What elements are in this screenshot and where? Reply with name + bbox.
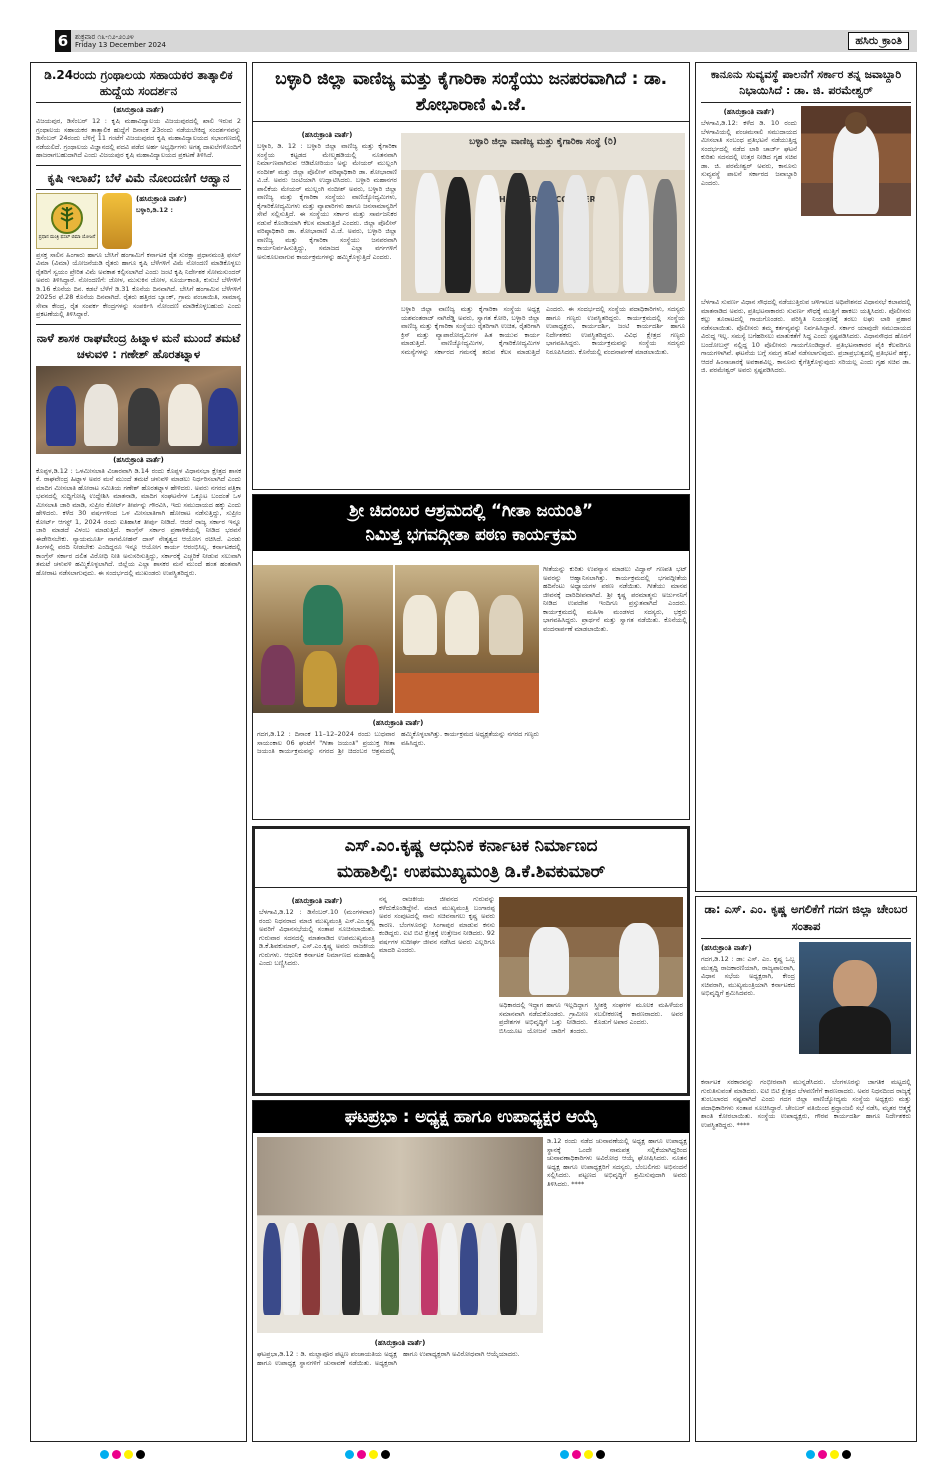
article-title: ಡಾ: ಎಸ್. ಎಂ. ಕೃಷ್ಣ ಅಗಲಿಕೆಗೆ ಗದಗ ಜಿಲ್ಲಾ ಚೇಂಬರ ಸಂತಾಪ xyxy=(704,902,908,933)
group-photo xyxy=(257,1137,543,1333)
article-body: ಬಳ್ಳಾರಿ, ಡಿ. 12 : ಬಳ್ಳಾರಿ ಜಿಲ್ಲಾ ವಾಣಿಜ್ಯ ಮತ್ತು ಕೈಗಾರಿಕಾ ಸಂಸ್ಥೆಯ ಕಟ್ಟಡದ ಮೇಲ್ಮಹಡಿಯಲ್ಲಿ ನೂತನವಾಗಿ ನಿರ್ಮಾಣವಾಗಿರುವ ಆಡಿಟೋರಿಯಂ ಅನ್ನು ಮೇಯರ್ ಮುಲ್ಲಂಗಿ ನಂದೀಶ್ ಮತ್ತು ಜಿಲ್ಲಾ ಪೊಲೀಸ್ ವರಿಷ್ಠಾಧಿಕಾರಿ ಡಾ. ಶೋಭಾರಾಣಿ ವಿ.ಜೆ. ಅವರು ಜಂಟಿಯಾಗಿ ಉದ್ಘಾಟಿಸಿದರು. ಬಳ್ಳಾರಿ ಮಹಾನಗರ ಪಾಲಿಕೆಯ ಮೇಯರ್ ಮುಲ್ಲಂಗಿ ನಂದೀಶ್ ಅವರು, ಬಳ್ಳಾರಿ ಜಿಲ್ಲಾ ವಾಣಿಜ್ಯ ಮತ್ತು ಕೈಗಾರಿಕಾ ಸಂಸ್ಥೆಯು ವಾಣಿಜ್ಯೋದ್ಯಮಿಗಳು, ಕೈಗಾರಿಕೋದ್ಯಮಿಗಳು ಮತ್ತು ವ್ಯಾಪಾರಿಗಳು ಹಾಗೂ ಜನಸಾಮಾನ್ಯರಿಗೆ ಸೇವೆ ಸಲ್ಲಿಸುತ್ತಿದೆ. ಈ ಸಂಸ್ಥೆಯು ಸರ್ಕಾರ ಮತ್ತು ಸಾರ್ವಜನಿಕರ ನಡುವೆ ಕೊಂಡಿಯಾಗಿ ಕೆಲಸ ಮಾಡುತ್ತಿದೆ ಎಂದರು. ಜಿಲ್ಲಾ ಪೊಲೀಸ್ ವರಿಷ್ಠಾಧಿಕಾರಿ ಡಾ. ಶೋಭಾರಾಣಿ ವಿ.ಜೆ. ಅವರು, ಬಳ್ಳಾರಿ ಜಿಲ್ಲಾ ವಾಣಿಜ್ಯ ಮತ್ತು ಕೈಗಾರಿಕಾ ಸಂಸ್ಥೆಯು ಜನಪರವಾಗಿ ಕಾರ್ಯನಿರ್ವಹಿಸುತ್ತಿದ್ದು, ಸಮಾಜದ ಎಲ್ಲಾ ವರ್ಗಗಳಿಗೆ ಅನುಕೂಲವಾಗುವ ಕಾರ್ಯಕ್ರಮಗಳನ್ನು ಹಮ್ಮಿಕೊಳ್ಳುತ್ತಿದೆ ಎಂದರು. xyxy=(257,142,397,261)
byline: (ಹಸಿರುಕ್ರಾಂತಿ ವಾರ್ತೆ) xyxy=(301,131,353,139)
dateline: ಬಳ್ಳಾರಿ,ಡಿ.12 : xyxy=(136,205,174,214)
date-kannada: ಶುಕ್ರವಾರ ೧೩-೧೨-೨೦೨೪ xyxy=(75,33,134,41)
byline: (ಹಸಿರುಕ್ರಾಂತಿ ವಾರ್ತೆ) xyxy=(291,897,343,905)
article-body: ಬಳ್ಳಾರಿ ಜಿಲ್ಲಾ ವಾಣಿಜ್ಯ ಮತ್ತು ಕೈಗಾರಿಕಾ ಸಂಸ್ಥೆಯ ಅಧ್ಯಕ್ಷ ಯಶವಂತರಾಜ್ ನಾಗಿರೆಡ್ಡಿ ಅವರು, ಸ್ವಾಗತ ಕೋರಿ, ಬಳ್ಳಾರಿ ಜಿಲ್ಲಾ ವಾಣಿಜ್ಯ ಮತ್ತು ಕೈಗಾರಿಕಾ ಸಂಸ್ಥೆಯು ರೈತರಿಗಾಗಿ ಉಚಿತ, ರೈತರಿಗಾಗಿ ಕ್ರಿಸ್ ಮತ್ತು ವ್ಯಾಪಾರೋದ್ಯಮಿಗಳ ಹಿತ ಕಾಯುವ ಕಾರ್ಯ ಮಾಡುತ್ತಿದೆ. ವಾಣಿಜ್ಯೋದ್ಯಮಿಗಳ, ಕೈಗಾರಿಕೋದ್ಯಮಿಗಳ ಸಮಸ್ಯೆಗಳನ್ನು ಸರ್ಕಾರದ ಗಮನಕ್ಕೆ ತರುವ ಕೆಲಸ ಮಾಡುತ್ತಿದೆ ಎಂದರು. ಈ ಸಂದರ್ಭದಲ್ಲಿ ಸಂಸ್ಥೆಯ ಪದಾಧಿಕಾರಿಗಳು, ಸದಸ್ಯರು ಹಾಗೂ ಗಣ್ಯರು ಉಪಸ್ಥಿತರಿದ್ದರು. ಕಾರ್ಯಕ್ರಮದಲ್ಲಿ ಸಂಸ್ಥೆಯ ಉಪಾಧ್ಯಕ್ಷರು, ಕಾರ್ಯದರ್ಶಿ, ಜಂಟಿ ಕಾರ್ಯದರ್ಶಿ ಹಾಗೂ ನಿರ್ದೇಶಕರು ಉಪಸ್ಥಿತರಿದ್ದರು. ವಿವಿಧ ಕ್ಷೇತ್ರದ ಗಣ್ಯರು ಭಾಗವಹಿಸಿದ್ದರು. ಕಾರ್ಯಕ್ರಮವನ್ನು ಸಂಸ್ಥೆಯ ಸದಸ್ಯರು ನಿರೂಪಿಸಿದರು. ಕೊನೆಯಲ್ಲಿ ವಂದನಾರ್ಪಣೆ ಮಾಡಲಾಯಿತು. xyxy=(401,305,685,356)
color-registration-marks xyxy=(100,1450,145,1459)
article-title-line1: ಎಸ್.ಎಂ.ಕೃಷ್ಣ ಆಧುನಿಕ ಕರ್ನಾಟಕ ನಿರ್ಮಾಣದ xyxy=(344,836,598,856)
gita-jayanti-article xyxy=(252,494,690,820)
date-english: Friday 13 December 2024 xyxy=(75,41,166,49)
crop-insurance-logo xyxy=(36,193,98,249)
parameshwar-article xyxy=(695,62,917,892)
article-body: ಬೆಳಗಾವಿ ಸುವರ್ಣ ವಿಧಾನ ಸೌಧದಲ್ಲಿ ನಡೆಯುತ್ತಿರುವ ಚಳಿಗಾಲದ ಅಧಿವೇಶನದ ವಿಧಾನಸಭೆ ಕಲಾಪದಲ್ಲಿ ಮಾತನಾಡಿದ ಅವರು, ಪ್ರತಿಭಟನಾಕಾರರು ಸುವರ್ಣ ಸೌಧಕ್ಕೆ ಮುತ್ತಿಗೆ ಹಾಕಲು ಯತ್ನಿಸಿದರು. ಪೊಲೀಸರು ಕಲ್ಲು ತೂರಾಟದಲ್ಲಿ ಗಾಯಗೊಂಡರು. ಪರಿಸ್ಥಿತಿ ನಿಯಂತ್ರಣಕ್ಕೆ ತರಲು ಲಘು ಲಾಠಿ ಪ್ರಹಾರ ನಡೆಸಲಾಯಿತು. ಪೊಲೀಸರು ತಮ್ಮ ಕರ್ತವ್ಯವನ್ನು ನಿರ್ವಹಿಸಿದ್ದಾರೆ. ಸರ್ಕಾರ ಯಾವುದೇ ಸಮುದಾಯದ ವಿರುದ್ಧ ಇಲ್ಲ. ಸಮಸ್ಯೆ ಬಗೆಹರಿಸಲು ಮಾತುಕತೆಗೆ ಸಿದ್ಧ ಎಂದು ಸ್ಪಷ್ಟಪಡಿಸಿದರು. ವಿಧಾನಸೌಧದ ಹೊರಗೆ ಬಂದೋಬಸ್ತ್ ನಲ್ಲಿದ್ದ 10 ಪೊಲೀಸರು ಗಾಯಗೊಂಡಿದ್ದಾರೆ. ಪ್ರತಿಭಟನಾಕಾರರ ಪೈಕಿ ಕೆಲವರಿಗೂ ಗಾಯಗಳಾಗಿವೆ. ಘಟನೆಯ ಬಗ್ಗೆ ಸಮಗ್ರ ತನಿಖೆ ನಡೆಸಲಾಗುವುದು. ಪ್ರಜಾಪ್ರಭುತ್ವದಲ್ಲಿ ಪ್ರತಿಭಟನೆ ಹಕ್ಕು, ಆದರೆ ಹಿಂಸಾಚಾರಕ್ಕೆ ಅವಕಾಶವಿಲ್ಲ. ಕಾನೂನು ಕೈಗೆತ್ತಿಕೊಳ್ಳುವುದು ಸರಿಯಲ್ಲ ಎಂದು ಗೃಹ ಸಚಿವ ಡಾ. ಜಿ. ಪರಮೇಶ್ವರ್ ಅವರು ಸ್ಪಷ್ಟಪಡಿಸಿದರು. xyxy=(701,298,911,374)
article-title: ಕಾನೂನು ಸುವ್ಯವಸ್ಥೆ ಪಾಲನೆಗೆ ಸರ್ಕಾರ ತನ್ನ ಜವಾಬ್ದಾರಿ ನಿಭಾಯಿಸಿದೆ : ಡಾ. ಜಿ. ಪರಮೇಶ್ವರ್ xyxy=(710,68,902,97)
byline: (ಹಸಿರುಕ್ರಾಂತಿ ವಾರ್ತೆ) xyxy=(374,1339,426,1347)
article-title: ಡಿ.24ರಂದು ಗ್ರಂಥಾಲಯ ಸಹಾಯಕರ ತಾತ್ಕಾಲಿಕ ಹುದ್ದೆಯ ಸಂದರ್ಶನ xyxy=(44,68,233,98)
sm-krishna-portrait xyxy=(799,942,911,1054)
article-body: ಗೀತೆಯನ್ನು ಕುರಿತು ಉಪನ್ಯಾಸ ಮಾಡಲು ವಿದ್ವಾನ್ ಗಣಪತಿ ಭಟ್ ಅವರನ್ನು ಆಹ್ವಾನಿಸಲಾಗಿತ್ತು. ಕಾರ್ಯಕ್ರಮದಲ್ಲಿ ಭಗವದ್ಗೀತೆಯ ಹದಿನೆಂಟು ಅಧ್ಯಾಯಗಳ ಪಠಣ ನಡೆಯಿತು. ಗೀತೆಯು ಮಾನವ ಜೀವನಕ್ಕೆ ದಾರಿದೀಪವಾಗಿದೆ. ಶ್ರೀ ಕೃಷ್ಣ ಪರಮಾತ್ಮನು ಅರ್ಜುನನಿಗೆ ನೀಡಿದ ಉಪದೇಶ ಇಂದಿಗೂ ಪ್ರಸ್ತುತವಾಗಿದೆ ಎಂದರು. ಕಾರ್ಯಕ್ರಮದಲ್ಲಿ ಮಹಿಳಾ ಮಂಡಳದ ಸದಸ್ಯರು, ಭಕ್ತರು ಭಾಗವಹಿಸಿದ್ದರು. ಪ್ರಾರ್ಥನೆ ಮತ್ತು ಸ್ವಾಗತ ನಡೆಯಿತು. ಕೊನೆಯಲ್ಲಿ ವಂದನಾರ್ಪಣೆ ಮಾಡಲಾಯಿತು. xyxy=(543,565,687,633)
article-body: ಡಿ.12 ರಂದು ನಡೆದ ಚುನಾವಣೆಯಲ್ಲಿ ಅಧ್ಯಕ್ಷ ಹಾಗೂ ಉಪಾಧ್ಯಕ್ಷ ಸ್ಥಾನಕ್ಕೆ ಒಂದೇ ನಾಮಪತ್ರ ಸಲ್ಲಿಕೆಯಾಗಿದ್ದರಿಂದ ಚುನಾವಣಾಧಿಕಾರಿಗಳು ಅವಿರೋಧ ಆಯ್ಕೆ ಘೋಷಿಸಿದರು. ನೂತನ ಅಧ್ಯಕ್ಷ ಹಾಗೂ ಉಪಾಧ್ಯಕ್ಷರಿಗೆ ಸದಸ್ಯರು, ಬೆಂಬಲಿಗರು ಅಭಿನಂದನೆ ಸಲ್ಲಿಸಿದರು. ಪಟ್ಟಣದ ಅಭಿವೃದ್ಧಿಗೆ ಶ್ರಮಿಸುವುದಾಗಿ ಅವರು ತಿಳಿಸಿದರು. **** xyxy=(547,1137,687,1188)
article-body: ನನ್ನ ರಾಜಕೀಯ ಜೀವನದ ಗುರುವನ್ನು ಕಳೆದುಕೊಂಡಿದ್ದೇನೆ. ಮಾಜಿ ಮುಖ್ಯಮಂತ್ರಿ ಬಂಗಾರಪ್ಪ ಅವರ ಸಂಪುಟದಲ್ಲಿ ನಾನು ಸಚಿವನಾಗಲು ಕೃಷ್ಣ ಅವರು ಕಾರಣ. ಬೆಂಗಳೂರನ್ನು ಸಿಂಗಾಪುರ ಮಾಡುವ ಕನಸು ಕಂಡಿದ್ದರು. ಐಟಿ ಬಿಟಿ ಕ್ಷೇತ್ರಕ್ಕೆ ಉತ್ತೇಜನ ನೀಡಿದರು. 92 ವರ್ಷಗಳ ಸುದೀರ್ಘ ಜೀವನ ನಡೆಸಿದ ಅವರು ಎಲ್ಲರಿಗೂ ಮಾದರಿ ಎಂದರು. xyxy=(379,895,495,954)
article-title: ಕೃಷಿ ಇಲಾಖೆ; ಬೆಳೆ ವಿಮೆ ನೋಂದಣಿಗೆ ಆಹ್ವಾನ xyxy=(47,170,230,185)
article-body: ವಿಜಯಪುರ, ಡಿಸೆಂಬರ್ 12 : ಕೃಷಿ ಮಹಾವಿದ್ಯಾಲಯ ವಿಜಯಪುರದಲ್ಲಿ ಖಾಲಿ ಇರುವ 2 ಗ್ರಂಥಾಲಯ ಸಹಾಯಕರ ತಾತ್ಕಾಲಿಕ ಹುದ್ದೆಗೆ ದಿನಾಂಕ 23ರಂದು ನಡೆಯಬೇಕಿದ್ದ ಸಂದರ್ಶನವನ್ನು ಡಿಸೆಂಬರ್ 24ರಂದು ಬೆಳಿಗ್ಗೆ 11 ಗಂಟೆಗೆ ವಿಜಯಪುರದ ಕೃಷಿ ಮಹಾವಿದ್ಯಾಲಯದ ಸಭಾಂಗಣದಲ್ಲಿ ನಡೆಯಲಿದೆ. ಗ್ರಂಥಾಲಯ ವಿಜ್ಞಾನದಲ್ಲಿ ಪದವಿ ಪಡೆದ ಅರ್ಹ ಅಭ್ಯರ್ಥಿಗಳು ಅಗತ್ಯ ದಾಖಲೆಗಳೊಂದಿಗೆ ಹಾಜರಾಗಬಹುದಾಗಿದೆ ಎಂದು ವಿಜಯಪುರ ಕೃಷಿ ಮಹಾವಿದ್ಯಾಲಯದ ಪ್ರಕಟಣೆ ತಿಳಿಸಿದೆ. xyxy=(36,117,241,159)
gita-reading-photo-1 xyxy=(253,565,393,713)
byline: (ಹಸಿರುಕ್ರಾಂತಿ ವಾರ್ತೆ) xyxy=(723,108,775,116)
article-body: ಗದಗ,ಡಿ.12 : ದಿನಾಂಕ 11–12–2024 ರಂದು ಬುಧವಾರ ಸಾಯಂಕಾಲ 06 ಘಂಟೆಗೆ "ಗೀತಾ ಜಯಂತಿ" ಪ್ರಯುಕ್ತ ಗೀತಾ ಜಯಂತಿ ಕಾರ್ಯಕ್ರಮವನ್ನು ನಗರದ ಶ್ರೀ ಚಿದಂಬರ ಆಶ್ರಮದಲ್ಲಿ ಹಮ್ಮಿಕೊಳ್ಳಲಾಗಿತ್ತು. ಕಾರ್ಯಕ್ರಮದ ಅಧ್ಯಕ್ಷತೆಯನ್ನು ನಗರದ ಗಣ್ಯರು ವಹಿಸಿದ್ದರು. xyxy=(257,730,539,755)
chamber-condolence-article xyxy=(695,896,917,1442)
article-body: ಘಟಪ್ರಭಾ,ಡಿ.12 : ಡಿ. ಮಲ್ಲಾಪೂರ ಪಟ್ಟಣ ಪಂಚಾಯತಿಯ ಅಧ್ಯಕ್ಷ ಹಾಗೂ ಉಪಾಧ್ಯಕ್ಷ ಸ್ಥಾನಗಳಿಗೆ ಚುನಾವಣೆ ನಡೆಯಿತು. ಅಧ್ಯಕ್ಷರಾಗಿ ಹಾಗೂ ಉಪಾಧ್ಯಕ್ಷರಾಗಿ ಅವಿರೋಧವಾಗಿ ಆಯ್ಕೆಯಾದರು. xyxy=(257,1350,520,1367)
article-title: ನಾಳೆ ಶಾಸಕ ರಾಘವೇಂದ್ರ ಹಿಟ್ನಾಳ ಮನೆ ಮುಂದೆ ತಮಟೆ ಚಳುವಳಿ : ಗಣೇಶ್ ಹೊರತಟ್ನಾಳ xyxy=(36,330,241,361)
byline: (ಹಸಿರುಕ್ರಾಂತಿ ವಾರ್ತೆ) xyxy=(136,194,187,203)
article-title: ಘಟಪ್ರಭಾ : ಅಧ್ಯಕ್ಷ ಹಾಗೂ ಉಪಾಧ್ಯಕ್ಷರ ಆಯ್ಕೆ xyxy=(344,1107,598,1127)
article-title-line2: ನಿಮಿತ್ತ ಭಗವದ್ಗೀತಾ ಪಠಣ ಕಾರ್ಯಕ್ರಮ xyxy=(365,525,577,545)
logo-caption: ಪ್ರಧಾನ ಮಂತ್ರಿ ಫಸಲ್ ಬಿಮಾ ಯೋಜನೆ xyxy=(38,235,96,240)
photo-banner: ಬಳ್ಳಾರಿ ಜಿಲ್ಲಾ ವಾಣಿಜ್ಯ ಮತ್ತು ಕೈಗಾರಿಕಾ ಸಂಸ್ಥೆ (ರಿ) xyxy=(469,137,617,147)
byline: (ಹಸಿರುಕ್ರಾಂತಿ ವಾರ್ತೆ) xyxy=(113,106,164,114)
minister-photo xyxy=(801,106,911,216)
article-body: ಕೊಪ್ಪಳ,ಡಿ.12 : ಒಳಮೀಸಲಾತಿ ವಿಚಾರವಾಗಿ ಡಿ.14 ರಂದು ಕೊಪ್ಪಳ ವಿಧಾನಸಭಾ ಕ್ಷೇತ್ರದ ಶಾಸಕ ಕೆ. ರಾಘವೇಂದ್ರ ಹಿಟ್ನಾಳ ಅವರ ಮನೆ ಮುಂದೆ ತಮಟೆ ಚಳುವಳಿ ಮಾಡಲು ನಿರ್ಧರಿಸಲಾಗಿದೆ ಎಂದು ಮಾದಿಗ ಮೀಸಲಾತಿ ಹೋರಾಟ ಸಮಿತಿಯ ಗಣೇಶ್ ಹೊರತಟ್ನಾಳ ಹೇಳಿದರು. ಅವರು ನಗರದ ಪತ್ರಿಕಾ ಭವನದಲ್ಲಿ ಸುದ್ದಿಗೋಷ್ಠಿ ಉದ್ದೇಶಿಸಿ ಮಾತನಾಡಿ, ಮಾದಿಗ ಸಂಘಟನೆಗಳ ಒಕ್ಕೂಟ ಬಂದಂತೆ ಒಳ ಮೀಸಲಾತಿ ಜಾರಿ ಮಾಡಿ, ಸುಪ್ರೀಂ ಕೋರ್ಟ್ ತೀರ್ಪನ್ನು ಗೌರವಿಸಿ, ಇದು ಸಮುದಾಯದ ಹಕ್ಕು ಎಂದು ಹೇಳಿದರು. ಕಳೆದ 30 ವರ್ಷಗಳಿಂದ ಒಳ ಮೀಸಲಾತಿಗಾಗಿ ಹೋರಾಟ ನಡೆಸುತ್ತಿದ್ದು, ಸುಪ್ರೀಂ ಕೋರ್ಟ್ ಆಗಸ್ಟ್ 1, 2024 ರಂದು ಐತಿಹಾಸಿಕ ತೀರ್ಪು ನೀಡಿದೆ. ಆದರೆ ರಾಜ್ಯ ಸರ್ಕಾರ ಇನ್ನೂ ಜಾರಿ ಮಾಡದೆ ವಿಳಂಬ ಮಾಡುತ್ತಿದೆ. ಕಾಂಗ್ರೆಸ್ ಸರ್ಕಾರ ಪ್ರಣಾಳಿಕೆಯಲ್ಲಿ ನೀಡಿದ ಭರವಸೆ ಈಡೇರಿಸಬೇಕು. ನ್ಯಾಯಮೂರ್ತಿ ನಾಗಮೋಹನ್ ದಾಸ್ ನೇತೃತ್ವದ ಆಯೋಗ ರಚಿಸಿದೆ. ಎರಡು ತಿಂಗಳಲ್ಲಿ ವರದಿ ನೀಡಬೇಕು ಎಂದಿದ್ದರೂ ಇನ್ನೂ ಆಯೋಗ ಕಾರ್ಯ ಆರಂಭಿಸಿಲ್ಲ. ಕರ್ನಾಟಕದಲ್ಲಿ ಕಾಂಗ್ರೆಸ್ ಸರ್ಕಾರ ದಲಿತ ವಿರೋಧಿ ನೀತಿ ಅನುಸರಿಸುತ್ತಿದ್ದು, ಸರ್ಕಾರಕ್ಕೆ ಎಚ್ಚರಿಕೆ ನೀಡುವ ಸಲುವಾಗಿ ತಮಟೆ ಚಳುವಳಿ ಹಮ್ಮಿಕೊಳ್ಳಲಾಗಿದೆ. ಜಿಲ್ಲೆಯ ಎಲ್ಲಾ ಶಾಸಕರ ಮನೆ ಮುಂದೆ ಹಂತ ಹಂತವಾಗಿ ಹೋರಾಟ ನಡೆಸಲಾಗುವುದು. ಈ ಸಂದರ್ಭದಲ್ಲಿ ಮುಖಂಡರು ಉಪಸ್ಥಿತರಿದ್ದರು. xyxy=(36,466,241,577)
page-header xyxy=(55,30,917,52)
color-registration-marks xyxy=(806,1450,851,1459)
byline: (ಹಸಿರುಕ್ರಾಂತಿ ವಾರ್ತೆ) xyxy=(701,944,752,952)
ballari-chamber-article xyxy=(252,62,690,490)
chamber-event-photo xyxy=(401,133,685,301)
article-body: ಅಧಿಕಾರದಲ್ಲಿ ಇದ್ದಾಗ ಹಾಗೂ ಇಲ್ಲದಿದ್ದಾಗ ಸಮಾನವಾಗಿ ನಡೆದುಕೊಂಡರು. ಗ್ರಾಮೀಣ ಪ್ರದೇಶಗಳ ಅಭಿವೃದ್ಧಿಗೆ ಒತ್ತು ನೀಡಿದರು. ಬಿಸಿಯೂಟ ಯೋಜನೆ ಜಾರಿಗೆ ತಂದರು. ಸ್ತ್ರೀಶಕ್ತಿ ಸಂಘಗಳ ಮೂಲಕ ಮಹಿಳೆಯರ ಸಬಲೀಕರಣಕ್ಕೆ ಕಾರಣರಾದರು. ಅವರ ಕೊಡುಗೆ ಅಪಾರ ಎಂದರು. xyxy=(499,1001,683,1035)
color-registration-marks xyxy=(560,1450,605,1459)
article-body: ಬೆಳಗಾವಿ,ಡಿ.12 : ಡಿಸೆಂಬರ್.10 (ಮಂಗಳವಾರ) ರಂದು ನಿಧನರಾದ ಮಾಜಿ ಮುಖ್ಯಮಂತ್ರಿ ಎಸ್.ಎಂ.ಕೃಷ್ಣ ಅವರಿಗೆ ವಿಧಾನಸಭೆಯಲ್ಲಿ ಸಂತಾಪ ಸೂಚಿಸಲಾಯಿತು. ಗುರುವಾರ ಸದನದಲ್ಲಿ ಮಾತನಾಡಿದ ಉಪಮುಖ್ಯಮಂತ್ರಿ ಡಿ.ಕೆ.ಶಿವಕುಮಾರ್, ಎಸ್.ಎಂ.ಕೃಷ್ಣ ಅವರು ರಾಜಕೀಯ ಗುರುಗಳು. ಆಧುನಿಕ ಕರ್ನಾಟಕ ನಿರ್ಮಾಣದ ಮಹಾಶಿಲ್ಪಿ ಎಂದು ಬಣ್ಣಿಸಿದರು. xyxy=(259,908,375,967)
article-body: ಗದಗ,ಡಿ.12 : ಡಾ: ಎಸ್. ಎಂ. ಕೃಷ್ಣ ಒಬ್ಬ ಮುತ್ಸದ್ದಿ ರಾಜಕಾರಣಿಯಾಗಿ, ರಾಜ್ಯಪಾಲರಾಗಿ, ವಿಧಾನ ಸಭೆಯ ಅಧ್ಯಕ್ಷರಾಗಿ, ಕೇಂದ್ರ ಸಚಿವರಾಗಿ, ಮುಖ್ಯಮಂತ್ರಿಯಾಗಿ ಕರ್ನಾಟಕದ ಅಭಿವೃದ್ಧಿಗೆ ಶ್ರಮಿಸಿದವರು. xyxy=(701,955,795,997)
article-title-line2: ಮಹಾಶಿಲ್ಪಿ: ಉಪಮುಖ್ಯಮಂತ್ರಿ ಡಿ.ಕೆ.ಶಿವಕುಮಾರ್ xyxy=(337,862,605,882)
article-body: ಬೆಳಗಾವಿ,ಡಿ.12: ಕಳೆದ ಡಿ. 10 ರಂದು ಬೆಳಗಾವಿಯಲ್ಲಿ ಪಂಚಮಸಾಲಿ ಸಮುದಾಯದ ಮೀಸಲಾತಿ ಸಂಬಂಧ ಪ್ರತಿಭಟನೆ ನಡೆಯುತ್ತಿದ್ದ ಸಂದರ್ಭದಲ್ಲಿ ನಡೆದ ಲಾಠಿ ಚಾರ್ಜ್ ಘಟನೆ ಕುರಿತು ಸದನದಲ್ಲಿ ಉತ್ತರ ನೀಡಿದ ಗೃಹ ಸಚಿವ ಡಾ. ಜಿ. ಪರಮೇಶ್ವರ್ ಅವರು, ಕಾನೂನು ಸುವ್ಯವಸ್ಥೆ ಪಾಲನೆ ಸರ್ಕಾರದ ಜವಾಬ್ದಾರಿ ಎಂದರು. xyxy=(701,119,797,187)
byline: (ಹಸಿರುಕ್ರಾಂತಿ ವಾರ್ತೆ) xyxy=(113,455,164,464)
color-registration-marks xyxy=(345,1450,390,1459)
sm-krishna-article xyxy=(252,826,690,1096)
page-number: 6 xyxy=(55,30,71,52)
left-column xyxy=(30,62,247,1442)
protest-photo xyxy=(36,366,241,454)
article-title: ಬಳ್ಳಾರಿ ಜಿಲ್ಲಾ ವಾಣಿಜ್ಯ ಮತ್ತು ಕೈಗಾರಿಕಾ ಸಂಸ್ಥೆಯು ಜನಪರವಾಗಿದೆ : ಡಾ. ಶೋಭಾರಾಣಿ ವಿ.ಜೆ. xyxy=(275,69,667,115)
article-title-line1: ಶ್ರೀ ಚಿದಂಬರ ಆಶ್ರಮದಲ್ಲಿ “ಗೀತಾ ಜಯಂತಿ” xyxy=(349,501,593,521)
article-body: ಕರ್ನಾಟಕ ಸರಕಾರವನ್ನು ಗಂಭೀರವಾಗಿ ಮುನ್ನಡೆಸಿದರು. ಬೆಂಗಳೂರನ್ನು ಜಾಗತಿಕ ಮಟ್ಟದಲ್ಲಿ ಗುರುತಿಸುವಂತೆ ಮಾಡಿದರು. ಐಟಿ ಬಿಟಿ ಕ್ಷೇತ್ರದ ಬೆಳವಣಿಗೆಗೆ ಕಾರಣರಾದರು. ಅವರ ನಿಧನದಿಂದ ರಾಜ್ಯಕ್ಕೆ ತುಂಬಲಾರದ ನಷ್ಟವಾಗಿದೆ ಎಂದು ಗದಗ ಜಿಲ್ಲಾ ವಾಣಿಜ್ಯೋದ್ಯಮ ಸಂಸ್ಥೆಯ ಅಧ್ಯಕ್ಷರು ಮತ್ತು ಪದಾಧಿಕಾರಿಗಳು ಸಂತಾಪ ಸೂಚಿಸಿದ್ದಾರೆ. ಚೇಂಬರ್ ವತಿಯಿಂದ ಶ್ರದ್ಧಾಂಜಲಿ ಸಭೆ ನಡೆಸಿ, ಮೃತರ ಆತ್ಮಕ್ಕೆ ಶಾಂತಿ ಕೋರಲಾಯಿತು. ಸಂಸ್ಥೆಯ ಉಪಾಧ್ಯಕ್ಷರು, ಗೌರವ ಕಾರ್ಯದರ್ಶಿ ಹಾಗೂ ನಿರ್ದೇಶಕರು ಉಪಸ್ಥಿತರಿದ್ದರು. **** xyxy=(701,1078,911,1129)
byline: (ಹಸಿರುಕ್ರಾಂತಿ ವಾರ್ತೆ) xyxy=(372,719,424,727)
gita-reading-photo-2 xyxy=(395,565,539,713)
article-body: ಪ್ರಸಕ್ತ ಸಾಲಿನ ಹಿಂಗಾರು ಹಾಗೂ ಬೇಸಿಗೆ ಹಂಗಾಮಿಗೆ ಕರ್ನಾಟಕ ರೈತ ಸುರಕ್ಷಾ ಪ್ರಧಾನಮಂತ್ರಿ ಫಸಲ್ ವಿಮಾ (ವಿಮಾ) ಯೋಜನೆಯಡಿ ರೈತರು ಹಾಗೂ ಕೃಷಿ ಬೆಳೆಗಳಿಗೆ ವಿಮೆ ನೋಂದಣಿ ಮಾಡಿಕೊಳ್ಳಲು ರೈತರಿಗೆ ಸ್ವಯಂ ಪ್ರೇರಿತ ವಿಮೆ ಅವಕಾಶ ಕಲ್ಪಿಸಲಾಗಿದೆ ಎಂದು ಜಂಟಿ ಕೃಷಿ ನಿರ್ದೇಶಕ ಸೋಮಸುಂದರ್ ಅವರು ತಿಳಿಸಿದ್ದಾರೆ. ನೋಂದಣಿಗೆ: ಜೋಳ, ಮುಸುಕಿನ ಜೋಳ, ಸೂರ್ಯಕಾಂತಿ, ಕುಸುಬೆ ಬೆಳೆಗಳಿಗೆ ಡಿ.16 ಕೊನೆಯ ದಿನ. ಕಡಲೆ ಬೆಳೆಗೆ ಡಿ.31 ಕೊನೆಯ ದಿನವಾಗಿದೆ. ಬೇಸಿಗೆ ಹಂಗಾಮಿನ ಬೆಳೆಗಳಿಗೆ 2025ರ ಫೆ.28 ಕೊನೆಯ ದಿನವಾಗಿದೆ. ರೈತರು ಹತ್ತಿರದ ಬ್ಯಾಂಕ್, ಗ್ರಾಮ ಪಂಚಾಯಿತಿ, ಸಾಮಾನ್ಯ ಸೇವಾ ಕೇಂದ್ರ, ರೈತ ಸಂಪರ್ಕ ಕೇಂದ್ರಗಳನ್ನು ಸಂಪರ್ಕಿಸಿ ನೋಂದಣಿ ಮಾಡಿಕೊಳ್ಳಬಹುದು ಎಂದು ಪ್ರಕಟಣೆಯಲ್ಲಿ ತಿಳಿಸಿದ್ದಾರೆ. xyxy=(36,250,241,318)
wheat-icon xyxy=(50,201,84,235)
ghataprabha-article xyxy=(252,1100,690,1442)
brand-logo: ಹಸಿರು ಕ್ರಾಂತಿ xyxy=(848,32,909,50)
assembly-photo xyxy=(499,897,683,997)
mascot-image xyxy=(102,193,132,249)
